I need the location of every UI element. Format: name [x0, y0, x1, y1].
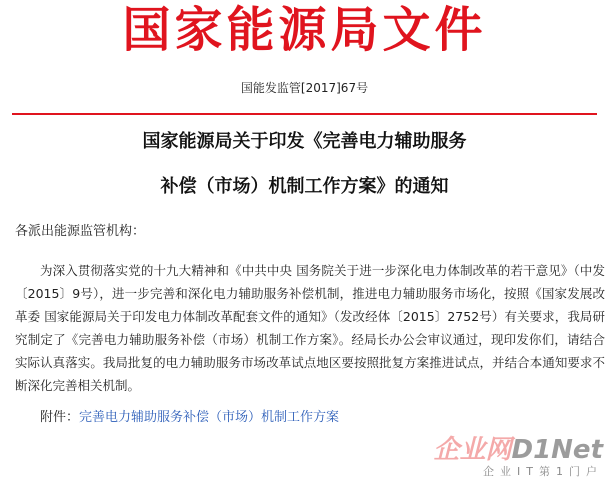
attachment-label: 附件： — [40, 410, 80, 425]
watermark-logo — [433, 435, 603, 479]
salutation: 各派出能源监管机构： — [15, 224, 146, 239]
watermark-mark — [433, 435, 603, 465]
red-divider — [12, 113, 597, 115]
attachment-link[interactable]: 完善电力辅助服务补偿（市场）机制工作方案 — [79, 410, 340, 425]
attachment-line — [40, 410, 339, 426]
notice-title-line-1: 国家能源局关于印发《完善电力辅助服务 — [142, 131, 467, 152]
masthead-title: 国家能源局文件 — [122, 2, 487, 58]
watermark-brand: D1Net — [511, 435, 603, 465]
body-paragraph: 为深入贯彻落实党的十九大精神和《中共中央 国务院关于进一步深化电力体制改革的若干意见》（中发〔2015〕9号），进一步完善和深化电力辅助服务补偿机制，推进电力辅助服务市场化，按照《国家发展改革委 国家能源局关于印发电力体制改革配套文件的通知》（发改经体〔2015〕2752号）有关要求，我局研究制定了《完善电力辅助服务补偿（市场）机制工作方案》。经局长办公会审议通过，现印发你们，请结合实际认真落实。我局批复的电力辅助服务市场改革试点地区要按照批复方案推进试点，并结合本通知要求不断深化完善相关机制。 — [15, 263, 605, 393]
watermark-cn: 企业网 — [433, 435, 512, 465]
document-number: 国能发监管[2017]67号 — [240, 81, 369, 95]
watermark-tagline: 企业IT第1门户 — [483, 465, 603, 478]
notice-title-line-2: 补偿（市场）机制工作方案》的通知 — [160, 176, 449, 197]
